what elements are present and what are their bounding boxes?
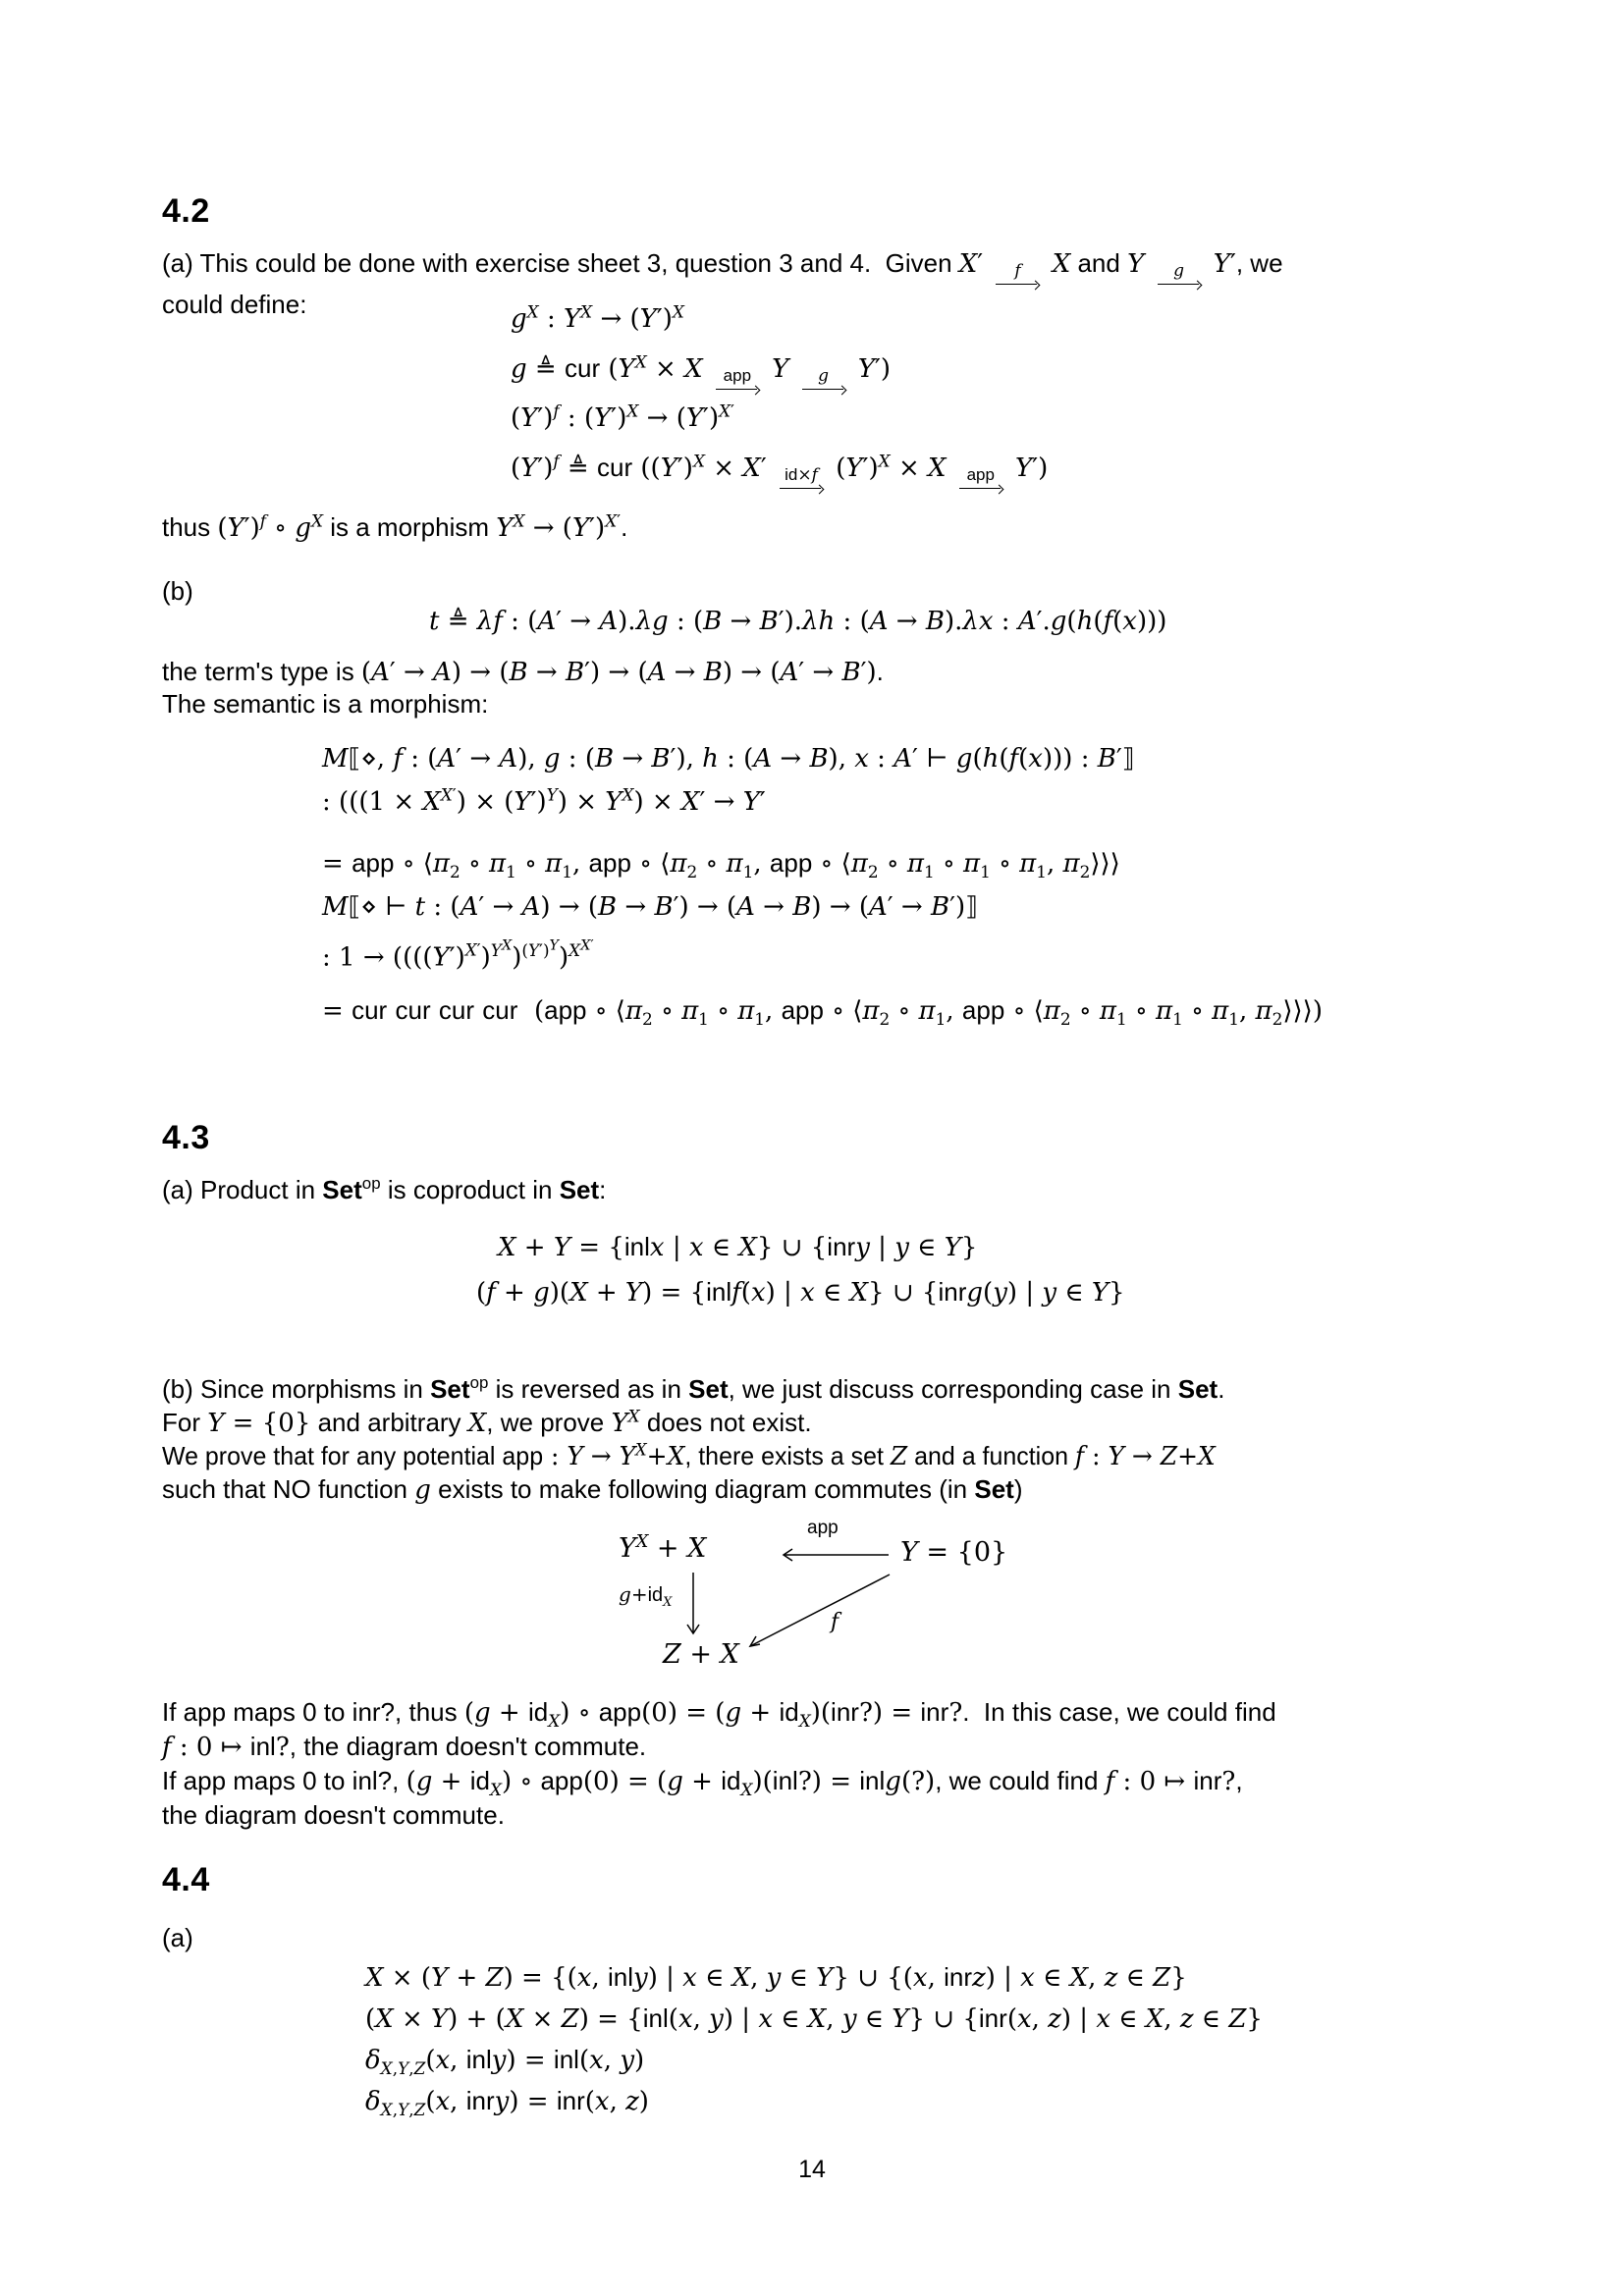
paragraph-4-3-b [162, 1373, 1259, 1507]
text-line: $\delta_{X,Y,Z}(x$, inry) = inr(x, z) [365, 2086, 649, 2120]
text-line: We prove that for any potential app : $Y \to Y^X+X$, there exists a set Z and a function f : Y → Z+X [162, 1439, 1216, 1471]
paragraph-term-type [162, 656, 884, 720]
paragraph-4-3-a [162, 1174, 606, 1206]
text-line: (a) Product in Set$^{op}$ is coproduct in Set: [162, 1174, 607, 1204]
text-line: (b) [162, 576, 193, 606]
text-line: X + Y = {inlx | x ∈ X} ∪ {inry | y ∈ Y} [498, 1232, 978, 1262]
commutative-diagram [589, 1512, 1051, 1683]
text-line: (a) This could be done with exercise sheet 3, question 3 and 4. Given X′ f X and Y g Y′, we [162, 247, 1283, 289]
equation-block-4-4-a [365, 1957, 1263, 2122]
diagram-arrow-label-g-plus-id: $g+id_X$ [619, 1582, 673, 1610]
diagram-arrow-label-f: f [831, 1610, 839, 1634]
text-line: If app maps 0 to inl?, $(g + id_X)$ ∘ $app(0) = (g + id_X)(inl?)$ = inlg(?), we could find f : 0 ↦ inr?, [162, 1766, 1243, 1800]
diagram-node-yx-plus-x: $Y^X + X$ [619, 1532, 707, 1564]
text-line: (a) [162, 1923, 193, 1952]
text-line: M⟦⋄, f : (A′ → A), g : (B → B′), h : (A → B), x : A′ ⊢ g(h(f(x))) : B′⟧ [322, 744, 1135, 774]
text-line: : $1 \to ((((Y')^{X'})^{Y^X})^{(Y')^Y})^{X^{X'}}$ [322, 937, 594, 973]
diagram-node-y-set: Y = {0} [900, 1537, 1008, 1568]
text-line: The semantic is a morphism: [162, 689, 489, 719]
text-line: = app ∘ $⟨\pi_2$ ∘ $\pi_1$ ∘ $\pi_1$, app ∘ $⟨\pi_2$ ∘ $\pi_1$, app ∘ $⟨\pi_2$ ∘ $\pi_1$ ∘ $\pi_1$ ∘ $\pi_1$, $\pi_2⟩⟩⟩$ [322, 848, 1120, 882]
paragraph-4-3-cases [162, 1695, 1276, 1832]
text-line: the term's type is (A′ → A) → (B → B′) → (A → B) → (A′ → B′). [162, 657, 884, 687]
equation-term-t [429, 607, 1166, 636]
text-line: (b) Since morphisms in Set$^{op}$ is reversed as in Set, we just discuss corresponding case in Set. [162, 1373, 1225, 1404]
item-label-4-2-b [162, 575, 193, 607]
text-line: could define: [162, 290, 307, 319]
text-line: $g^X$ : $Y^X \to (Y')^X$ [511, 301, 684, 334]
text-line: (f + g)(X + Y) = {inlf(x) | x ∈ X} ∪ {inrg(y) | y ∈ Y} [476, 1277, 1125, 1308]
text-line: $(Y')^f$ ≜ cur ($(Y')^X \times X'$ id×f $(Y')^X \times X$ app Y′) [511, 443, 1048, 493]
diagram-node-z-plus-x: Z + X [663, 1639, 739, 1670]
text-line: = cur cur cur cur (app ∘ $⟨\pi_2$ ∘ $\pi_1$ ∘ $\pi_1$, app ∘ $⟨\pi_2$ ∘ $\pi_1$, app ∘ $⟨\pi_2$ ∘ $\pi_1$ ∘ $\pi_1$ ∘ $\pi_1$, $\pi_2⟩⟩⟩$) [322, 995, 1323, 1030]
text-line: X × (Y + Z) = {(x, inly) | x ∈ X, y ∈ Y} ∪ {(x, inrz) | x ∈ X, z ∈ Z} [365, 1962, 1187, 1993]
text-line: M⟦⋄ ⊢ t : (A′ → A) → (B → B′) → (A → B) → (A′ → B′)⟧ [322, 892, 979, 922]
section-heading-4-4: 4.4 [162, 1861, 210, 1898]
text-line: thus $(Y')^f$ ∘ $g^X$ is a morphism $Y^X \to (Y')^{X'}$. [162, 510, 628, 543]
section-heading-4-2: 4.2 [162, 192, 210, 230]
text-line: If app maps 0 to inr?, thus $(g + id_X)$ ∘ $app(0) = (g + id_X)(inr?)$ = inr?. In this case, we could find [162, 1697, 1276, 1732]
equation-block-4-2-a [511, 294, 1048, 493]
section-heading-4-3: 4.3 [162, 1119, 210, 1156]
text-line: g ≜ cur ($Y^X \times X$ app Y g Y′) [511, 344, 1048, 394]
equation-line: t ≜ λf : (A′ → A).λg : (B → B′).λh : (A → B).λx : A′.g(h(f(x))) [429, 607, 1167, 636]
text-line: For Y = {0} and arbitrary X, we prove $Y^X$ does not exist. [162, 1406, 812, 1438]
diagram-arrow-label-app: app [807, 1518, 839, 1538]
text-line: : $(((1 \times X^{X'}) \times (Y')^Y) \times Y^X) \times X' \to Y'$ [322, 784, 766, 817]
text-line: $\delta_{X,Y,Z}(x$, inly) = inl(x, y) [365, 2045, 645, 2079]
equation-block-semantics [322, 741, 1323, 1029]
text-line: (X × Y) + (X × Z) = {inl(x, y) | x ∈ X, y ∈ Y} ∪ {inr(x, z) | x ∈ X, z ∈ Z} [365, 2003, 1263, 2034]
text-line: $(Y')^f$ : $(Y')^X \to (Y')^{X'}$ [511, 400, 734, 433]
text-line: such that NO function g exists to make following diagram commutes (in Set) [162, 1474, 1023, 1505]
paragraph-4-2-thus [162, 511, 627, 544]
text-line: f : 0 ↦ inl?, the diagram doesn't commute. [162, 1732, 647, 1763]
item-label-4-4-a [162, 1922, 193, 1953]
page-number: 14 [798, 2156, 826, 2183]
text-line: the diagram doesn't commute. [162, 1800, 505, 1831]
equation-block-4-3-a [476, 1225, 1125, 1315]
